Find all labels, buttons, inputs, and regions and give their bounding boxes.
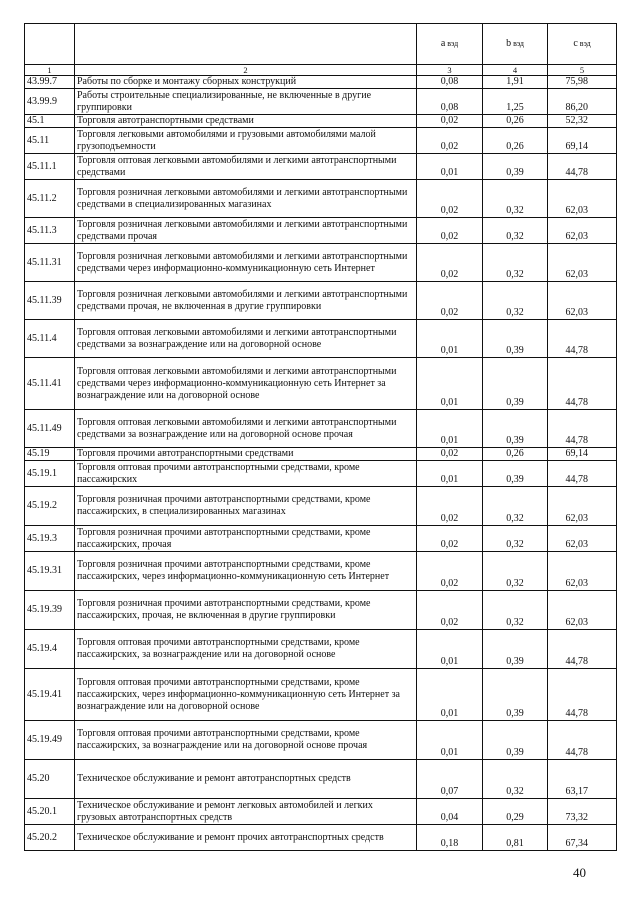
header-row: [25, 24, 617, 65]
header-cell-name: [75, 24, 417, 65]
okved-code: 45.19.41: [25, 669, 75, 721]
coef-b-value: 0,32: [483, 591, 548, 630]
coef-c-value: 62,03: [548, 552, 617, 591]
table-row: [25, 552, 617, 591]
table-row: [25, 115, 617, 128]
header-col-a: a вэд: [417, 24, 483, 65]
coef-c-value: 62,03: [548, 487, 617, 526]
activity-name: Техническое обслуживание и ремонт автотранспортных средств: [75, 760, 417, 799]
okved-code: 45.20.2: [25, 825, 75, 851]
coef-c-value: 44,78: [548, 630, 617, 669]
coef-b-value: 0,39: [483, 721, 548, 760]
okved-code: 43.99.7: [25, 76, 75, 89]
coef-c-value: 62,03: [548, 282, 617, 320]
coef-c-value: 44,78: [548, 461, 617, 487]
table-row: [25, 218, 617, 244]
okved-code: 45.19.3: [25, 526, 75, 552]
coefficients-table: [24, 23, 617, 851]
column-number: 4: [483, 65, 548, 76]
column-number: 3: [417, 65, 483, 76]
okved-code: 45.20.1: [25, 799, 75, 825]
coef-c-value: 75,98: [548, 76, 617, 89]
activity-name: Торговля оптовая прочими автотранспортными средствами, кроме пассажирских, за вознаграждение или на договорной основе прочая: [75, 721, 417, 760]
activity-name: Торговля розничная легковыми автомобилями и легкими автотранспортными средствами прочая, не включенная в другие группировки: [75, 282, 417, 320]
coef-c-value: 67,34: [548, 825, 617, 851]
coef-c-value: 62,03: [548, 218, 617, 244]
table-row: [25, 76, 617, 89]
coef-c-value: 44,78: [548, 410, 617, 448]
coef-c-value: 52,32: [548, 115, 617, 128]
table-row: [25, 825, 617, 851]
coef-c-value: 73,32: [548, 799, 617, 825]
coef-c-value: 69,14: [548, 128, 617, 154]
table-row: [25, 410, 617, 448]
coef-a-value: 0,01: [417, 320, 483, 358]
activity-name: Торговля розничная легковыми автомобилями и легкими автотранспортными средствами прочая: [75, 218, 417, 244]
header-col-c: c вэд: [548, 24, 617, 65]
coef-a-value: 0,01: [417, 154, 483, 180]
coef-b-value: 0,32: [483, 487, 548, 526]
okved-code: 45.19.31: [25, 552, 75, 591]
coef-b-value: 0,39: [483, 669, 548, 721]
column-number: 5: [548, 65, 617, 76]
coef-b-value: 0,26: [483, 128, 548, 154]
coef-b-value: 0,29: [483, 799, 548, 825]
okved-code: 45.20: [25, 760, 75, 799]
activity-name: Торговля оптовая прочими автотранспортными средствами, кроме пассажирских: [75, 461, 417, 487]
okved-code: 45.11.4: [25, 320, 75, 358]
coef-a-value: 0,02: [417, 115, 483, 128]
activity-name: Торговля оптовая прочими автотранспортными средствами, кроме пассажирских, через информационно-коммуникационную сеть Интернет за вознаграждение или на договорной основе: [75, 669, 417, 721]
okved-code: 45.11: [25, 128, 75, 154]
coef-c-value: 62,03: [548, 591, 617, 630]
coef-a-value: 0,01: [417, 721, 483, 760]
coef-b-value: 0,26: [483, 448, 548, 461]
activity-name: Работы строительные специализированные, не включенные в другие группировки: [75, 89, 417, 115]
coef-c-value: 62,03: [548, 180, 617, 218]
coef-b-value: 0,32: [483, 760, 548, 799]
coef-a-value: 0,02: [417, 448, 483, 461]
coef-a-value: 0,01: [417, 410, 483, 448]
coef-b-value: 0,32: [483, 552, 548, 591]
activity-name: Торговля оптовая прочими автотранспортными средствами, кроме пассажирских, за вознаграждение или на договорной основе: [75, 630, 417, 669]
coef-a-value: 0,02: [417, 128, 483, 154]
table-row: [25, 799, 617, 825]
coef-c-value: 44,78: [548, 154, 617, 180]
coef-b-value: 0,26: [483, 115, 548, 128]
coef-a-value: 0,02: [417, 180, 483, 218]
okved-code: 45.19.49: [25, 721, 75, 760]
coef-b-value: 0,32: [483, 244, 548, 282]
coef-b-value: 0,32: [483, 526, 548, 552]
coef-a-value: 0,02: [417, 552, 483, 591]
coef-a-value: 0,04: [417, 799, 483, 825]
okved-code: 45.11.2: [25, 180, 75, 218]
table-row: [25, 244, 617, 282]
coef-b-value: 1,91: [483, 76, 548, 89]
okved-code: 45.19.1: [25, 461, 75, 487]
activity-name: Торговля прочими автотранспортными средствами: [75, 448, 417, 461]
activity-name: Торговля розничная прочими автотранспортными средствами, кроме пассажирских, прочая, не включенная в другие группировки: [75, 591, 417, 630]
activity-name: Техническое обслуживание и ремонт прочих автотранспортных средств: [75, 825, 417, 851]
okved-code: 45.11.3: [25, 218, 75, 244]
activity-name: Техническое обслуживание и ремонт легковых автомобилей и легких грузовых автотранспортных средств: [75, 799, 417, 825]
coef-c-value: 62,03: [548, 526, 617, 552]
table-row: [25, 630, 617, 669]
coef-a-value: 0,01: [417, 669, 483, 721]
table-row: [25, 154, 617, 180]
okved-code: 45.1: [25, 115, 75, 128]
coef-a-value: 0,02: [417, 487, 483, 526]
page-number: 40: [573, 865, 586, 880]
activity-name: Торговля розничная прочими автотранспортными средствами, кроме пассажирских, через информационно-коммуникационную сеть Интернет: [75, 552, 417, 591]
table-row: [25, 180, 617, 218]
okved-code: 45.11.39: [25, 282, 75, 320]
table-row: [25, 448, 617, 461]
coef-a-value: 0,01: [417, 461, 483, 487]
okved-code: 45.19.39: [25, 591, 75, 630]
activity-name: Торговля автотранспортными средствами: [75, 115, 417, 128]
coef-b-value: 0,39: [483, 358, 548, 410]
coef-b-value: 0,81: [483, 825, 548, 851]
table-row: [25, 89, 617, 115]
coef-a-value: 0,08: [417, 89, 483, 115]
header-col-b: b вэд: [483, 24, 548, 65]
activity-name: Торговля оптовая легковыми автомобилями и легкими автотранспортными средствами за вознаграждение или на договорной основе: [75, 320, 417, 358]
coef-a-value: 0,02: [417, 282, 483, 320]
coef-a-value: 0,18: [417, 825, 483, 851]
coef-b-value: 0,39: [483, 320, 548, 358]
coef-a-value: 0,02: [417, 526, 483, 552]
okved-code: 45.11.31: [25, 244, 75, 282]
column-number: 1: [25, 65, 75, 76]
coef-c-value: 86,20: [548, 89, 617, 115]
activity-name: Торговля оптовая легковыми автомобилями и легкими автотранспортными средствами за вознаграждение или на договорной основе прочая: [75, 410, 417, 448]
table-row: [25, 487, 617, 526]
activity-name: Торговля розничная прочими автотранспортными средствами, кроме пассажирских, прочая: [75, 526, 417, 552]
coef-b-value: 1,25: [483, 89, 548, 115]
header-cell-code: [25, 24, 75, 65]
column-number: 2: [75, 65, 417, 76]
coef-b-value: 0,32: [483, 218, 548, 244]
coef-c-value: 63,17: [548, 760, 617, 799]
coef-a-value: 0,02: [417, 244, 483, 282]
coef-a-value: 0,01: [417, 630, 483, 669]
coef-a-value: 0,01: [417, 358, 483, 410]
table-row: [25, 591, 617, 630]
column-number-row: [25, 65, 617, 76]
table-row: [25, 669, 617, 721]
okved-code: 45.11.49: [25, 410, 75, 448]
table-row: [25, 721, 617, 760]
coef-c-value: 44,78: [548, 669, 617, 721]
coef-b-value: 0,39: [483, 410, 548, 448]
table-row: [25, 128, 617, 154]
coef-c-value: 62,03: [548, 244, 617, 282]
okved-code: 45.11.41: [25, 358, 75, 410]
coef-c-value: 69,14: [548, 448, 617, 461]
coef-b-value: 0,39: [483, 154, 548, 180]
activity-name: Торговля розничная легковыми автомобилями и легкими автотранспортными средствами в специализированных магазинах: [75, 180, 417, 218]
okved-code: 43.99.9: [25, 89, 75, 115]
coef-a-value: 0,07: [417, 760, 483, 799]
table-row: [25, 282, 617, 320]
coef-c-value: 44,78: [548, 358, 617, 410]
coef-c-value: 44,78: [548, 721, 617, 760]
coef-b-value: 0,32: [483, 180, 548, 218]
table-row: [25, 760, 617, 799]
table-row: [25, 461, 617, 487]
activity-name: Торговля розничная легковыми автомобилями и легкими автотранспортными средствами через информационно-коммуникационную сеть Интернет: [75, 244, 417, 282]
coef-a-value: 0,02: [417, 218, 483, 244]
okved-code: 45.19.4: [25, 630, 75, 669]
coef-b-value: 0,39: [483, 461, 548, 487]
coef-b-value: 0,39: [483, 630, 548, 669]
activity-name: Торговля легковыми автомобилями и грузовыми автомобилями малой грузоподъемности: [75, 128, 417, 154]
table-row: [25, 320, 617, 358]
table-row: [25, 358, 617, 410]
okved-code: 45.19: [25, 448, 75, 461]
coef-a-value: 0,02: [417, 591, 483, 630]
coef-c-value: 44,78: [548, 320, 617, 358]
activity-name: Торговля оптовая легковыми автомобилями и легкими автотранспортными средствами: [75, 154, 417, 180]
activity-name: Работы по сборке и монтажу сборных конструкций: [75, 76, 417, 89]
activity-name: Торговля розничная прочими автотранспортными средствами, кроме пассажирских, в специализированных магазинах: [75, 487, 417, 526]
activity-name: Торговля оптовая легковыми автомобилями и легкими автотранспортными средствами через информационно-коммуникационную сеть Интернет за вознаграждение или на договорной основе: [75, 358, 417, 410]
okved-code: 45.11.1: [25, 154, 75, 180]
coef-b-value: 0,32: [483, 282, 548, 320]
table-row: [25, 526, 617, 552]
coef-a-value: 0,08: [417, 76, 483, 89]
okved-code: 45.19.2: [25, 487, 75, 526]
